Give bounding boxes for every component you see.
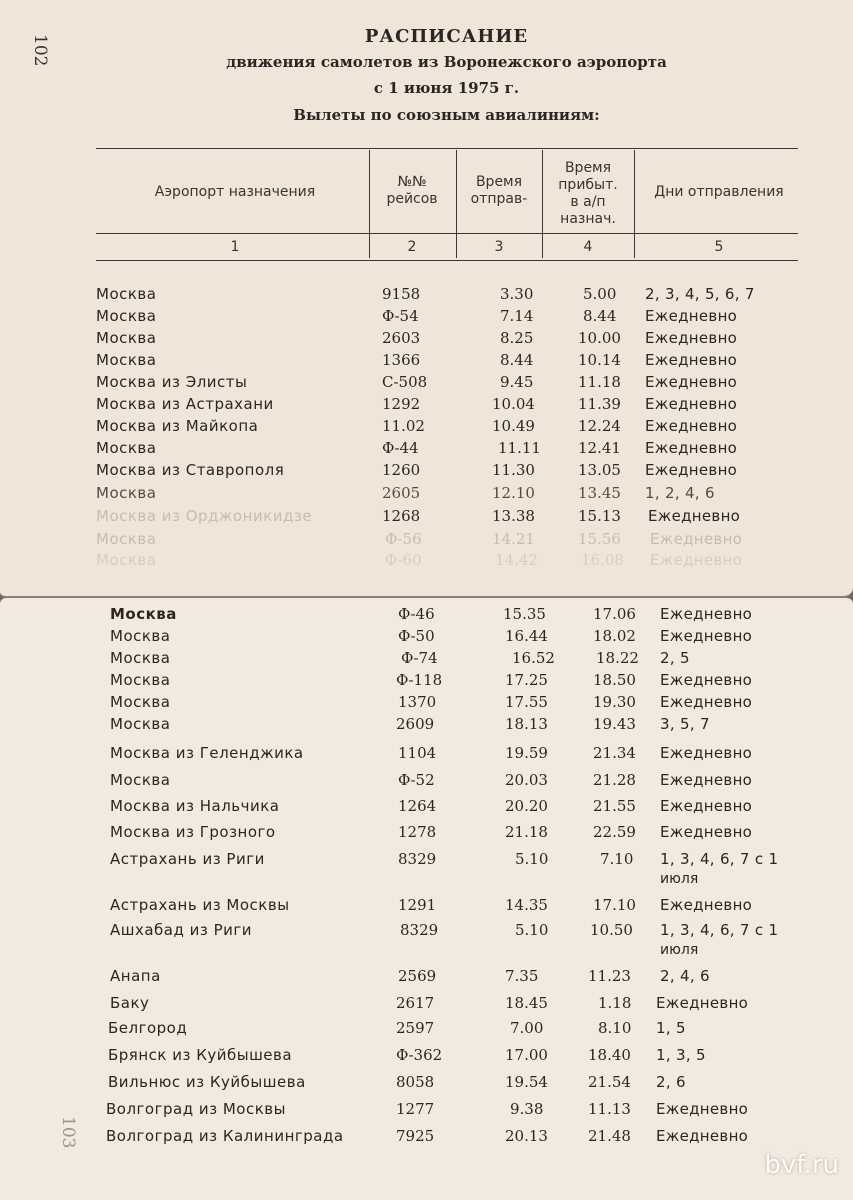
cell-flight: 8329	[400, 921, 439, 939]
cell-departure: 18.45	[505, 994, 548, 1012]
cell-destination: Москва	[110, 649, 171, 667]
cell-days: Ежедневно	[660, 797, 753, 815]
cell-destination: Москва из Нальчика	[110, 797, 280, 815]
table-row	[0, 671, 853, 693]
cell-flight: 2597	[396, 1019, 435, 1037]
cell-destination: Москва	[110, 771, 171, 789]
cell-flight: 8329	[398, 850, 437, 868]
cell-arrival: 18.40	[588, 1046, 631, 1064]
cell-destination: Волгоград из Москвы	[106, 1100, 286, 1118]
cell-arrival: 19.43	[593, 715, 636, 733]
cell-flight: 2603	[382, 329, 421, 347]
cell-departure: 17.55	[505, 693, 548, 711]
cell-flight: 1104	[398, 744, 437, 762]
table-row	[0, 329, 853, 351]
cell-destination: Москва из Геленджика	[110, 744, 304, 762]
cell-days: Ежедневно	[645, 439, 738, 457]
table-row	[0, 921, 853, 965]
cell-flight: Ф-54	[382, 307, 419, 325]
cell-flight: 1366	[382, 351, 421, 369]
cell-arrival: 18.50	[593, 671, 636, 689]
table-row	[0, 744, 853, 766]
schedule-title: РАСПИСАНИЕ	[364, 26, 529, 47]
cell-departure: 8.25	[500, 329, 534, 347]
cell-destination: Москва	[96, 329, 157, 347]
cell-days-continued: июля	[660, 871, 699, 887]
cell-departure: 9.45	[500, 373, 534, 391]
watermark: bvf.ru	[764, 1150, 839, 1180]
cell-days: Ежедневно	[645, 351, 738, 369]
page-number-bottom: 103	[58, 1116, 78, 1149]
col-departure-header-l2: отправ-	[470, 191, 528, 207]
cell-departure: 20.20	[505, 797, 548, 815]
cell-departure: 5.10	[515, 850, 549, 868]
cell-departure: 12.10	[492, 484, 535, 502]
cell-days: Ежедневно	[656, 1127, 749, 1145]
cell-destination: Волгоград из Калининграда	[106, 1127, 344, 1145]
table-row	[0, 1100, 853, 1122]
cell-days: Ежедневно	[645, 461, 738, 479]
table-row	[0, 351, 853, 373]
cell-days: 1, 2, 4, 6	[645, 484, 715, 502]
page-number-top: 102	[30, 34, 50, 67]
cell-days: Ежедневно	[650, 530, 743, 548]
cell-flight: Ф-46	[398, 605, 435, 623]
cell-arrival: 21.55	[593, 797, 636, 815]
cell-destination: Москва из Ставрополя	[96, 461, 285, 479]
schedule-date: с 1 июня 1975 г.	[373, 79, 520, 97]
cell-departure: 14.35	[505, 896, 548, 914]
cell-destination: Москва	[96, 439, 157, 457]
table-row	[0, 605, 853, 627]
cell-days: 2, 6	[656, 1073, 686, 1091]
cell-departure: 5.10	[515, 921, 549, 939]
cell-flight: 1268	[382, 507, 421, 525]
cell-flight: 11.02	[382, 417, 425, 435]
cell-destination: Москва	[96, 484, 157, 502]
schedule-subtitle: движения самолетов из Воронежского аэропорта	[226, 53, 667, 71]
cell-destination: Астрахань из Москвы	[110, 896, 290, 914]
cell-arrival: 11.39	[578, 395, 621, 413]
cell-departure: 19.54	[505, 1073, 548, 1091]
cell-arrival: 1.18	[598, 994, 632, 1012]
cell-destination: Москва	[110, 715, 171, 733]
cell-departure: 16.52	[512, 649, 555, 667]
cell-destination: Москва	[96, 530, 157, 548]
cell-days: Ежедневно	[660, 671, 753, 689]
table-row	[0, 439, 853, 461]
cell-departure: 15.35	[503, 605, 546, 623]
header-divider-4	[634, 150, 635, 258]
cell-arrival: 12.24	[578, 417, 621, 435]
cell-destination: Брянск из Куйбышева	[108, 1046, 293, 1064]
cell-flight: 1277	[396, 1100, 435, 1118]
col-number-2: 2	[407, 239, 417, 255]
table-row	[0, 373, 853, 395]
table-row	[0, 797, 853, 819]
cell-destination: Москва	[110, 605, 177, 623]
col-arrival-header	[545, 160, 631, 228]
cell-days: 2, 3, 4, 5, 6, 7	[645, 285, 755, 303]
cell-flight: С-508	[382, 373, 428, 391]
cell-days: Ежедневно	[645, 329, 738, 347]
cell-flight: 1264	[398, 797, 437, 815]
cell-days: 2, 4, 6	[660, 967, 710, 985]
cell-days: Ежедневно	[645, 307, 738, 325]
table-row	[0, 771, 853, 793]
cell-arrival: 21.48	[588, 1127, 631, 1145]
cell-destination: Ашхабад из Риги	[110, 921, 253, 939]
cell-departure: 14.21	[492, 530, 535, 548]
cell-departure: 10.49	[492, 417, 535, 435]
cell-arrival: 13.05	[578, 461, 621, 479]
table-row	[0, 1019, 853, 1041]
cell-destination: Москва из Элисты	[96, 373, 248, 391]
table-row	[0, 994, 853, 1016]
col-flight-header-l2: рейсов	[386, 191, 438, 207]
cell-flight: 2605	[382, 484, 421, 502]
header-top-rule	[96, 148, 798, 149]
cell-departure: 7.35	[505, 967, 539, 985]
header-divider-3	[542, 150, 543, 258]
cell-arrival: 10.50	[590, 921, 633, 939]
cell-departure: 3.30	[500, 285, 534, 303]
cell-arrival: 15.56	[578, 530, 621, 548]
cell-arrival: 11.23	[588, 967, 631, 985]
cell-days: Ежедневно	[660, 771, 753, 789]
col-number-1: 1	[230, 239, 240, 255]
cell-arrival: 10.14	[578, 351, 621, 369]
cell-arrival: 11.13	[588, 1100, 631, 1118]
cell-destination: Москва из Грозного	[110, 823, 276, 841]
cell-destination: Москва	[110, 693, 171, 711]
cell-destination: Анапа	[110, 967, 161, 985]
table-row	[0, 1127, 853, 1149]
table-row	[0, 507, 853, 529]
cell-days: Ежедневно	[660, 823, 753, 841]
cell-departure: 21.18	[505, 823, 548, 841]
cell-arrival: 18.22	[596, 649, 639, 667]
cell-days-continued: июля	[660, 942, 699, 958]
cell-flight: 2609	[396, 715, 435, 733]
cell-arrival: 21.34	[593, 744, 636, 762]
cell-departure: 14.42	[495, 551, 538, 569]
cell-destination: Москва из Орджоникидзе	[96, 507, 313, 525]
cell-days: Ежедневно	[660, 744, 753, 762]
col-arrival-header-l4: назнач.	[560, 211, 616, 227]
col-flight-header-l1: №№	[397, 174, 427, 190]
cell-flight: 7925	[396, 1127, 435, 1145]
table-row	[0, 285, 853, 307]
table-row	[0, 307, 853, 329]
cell-destination: Москва	[96, 351, 157, 369]
cell-arrival: 8.44	[583, 307, 617, 325]
cell-departure: 11.30	[492, 461, 535, 479]
cell-destination: Москва из Майкопа	[96, 417, 259, 435]
cell-days: Ежедневно	[645, 373, 738, 391]
cell-flight: 1370	[398, 693, 437, 711]
cell-flight: 8058	[396, 1073, 435, 1091]
col-number-5: 5	[714, 239, 724, 255]
cell-flight: Ф-118	[396, 671, 443, 689]
cell-arrival: 10.00	[578, 329, 621, 347]
col-flight-header	[372, 174, 452, 208]
cell-flight: 1292	[382, 395, 421, 413]
col-arrival-header-l2: прибыт.	[558, 177, 618, 193]
cell-flight: Ф-50	[398, 627, 435, 645]
cell-departure: 8.44	[500, 351, 534, 369]
cell-days: Ежедневно	[660, 693, 753, 711]
cell-arrival: 12.41	[578, 439, 621, 457]
cell-arrival: 17.06	[593, 605, 636, 623]
table-row	[0, 896, 853, 918]
cell-days: Ежедневно	[656, 994, 749, 1012]
cell-departure: 7.14	[500, 307, 534, 325]
cell-departure: 7.00	[510, 1019, 544, 1037]
table-row	[0, 850, 853, 894]
cell-days: Ежедневно	[660, 605, 753, 623]
cell-arrival: 16.08	[581, 551, 624, 569]
cell-flight: 1291	[398, 896, 437, 914]
cell-departure: 10.04	[492, 395, 535, 413]
col-departure-header-l1: Время	[475, 174, 523, 190]
cell-destination: Москва	[96, 307, 157, 325]
cell-destination: Москва	[96, 551, 157, 569]
cell-flight: Ф-52	[398, 771, 435, 789]
col-departure-header	[459, 174, 539, 208]
cell-arrival: 13.45	[578, 484, 621, 502]
cell-flight: Ф-362	[396, 1046, 443, 1064]
table-row	[0, 1073, 853, 1095]
table-row	[0, 967, 853, 989]
cell-flight: Ф-60	[385, 551, 422, 569]
header-mid-rule	[96, 233, 798, 234]
cell-destination: Вильнюс из Куйбышева	[108, 1073, 306, 1091]
cell-arrival: 15.13	[578, 507, 621, 525]
cell-destination: Белгород	[108, 1019, 188, 1037]
table-row	[0, 823, 853, 845]
cell-arrival: 21.28	[593, 771, 636, 789]
cell-departure: 18.13	[505, 715, 548, 733]
cell-arrival: 18.02	[593, 627, 636, 645]
col-number-4: 4	[583, 239, 593, 255]
cell-departure: 9.38	[510, 1100, 544, 1118]
cell-days: Ежедневно	[660, 627, 753, 645]
cell-flight: 2617	[396, 994, 435, 1012]
cell-days: Ежедневно	[645, 395, 738, 413]
table-row	[0, 627, 853, 649]
cell-arrival: 11.18	[578, 373, 621, 391]
cell-flight: Ф-74	[401, 649, 438, 667]
cell-departure: 20.03	[505, 771, 548, 789]
cell-destination: Баку	[110, 994, 150, 1012]
cell-flight: 9158	[382, 285, 421, 303]
cell-flight: 1278	[398, 823, 437, 841]
col-arrival-header-l3: в а/п	[570, 194, 606, 210]
cell-arrival: 8.10	[598, 1019, 632, 1037]
cell-destination: Москва	[110, 671, 171, 689]
cell-departure: 20.13	[505, 1127, 548, 1145]
cell-days: Ежедневно	[648, 507, 741, 525]
cell-days: Ежедневно	[650, 551, 743, 569]
cell-flight: Ф-44	[382, 439, 419, 457]
cell-days: Ежедневно	[656, 1100, 749, 1118]
cell-destination: Москва	[96, 285, 157, 303]
table-row	[0, 551, 853, 573]
cell-arrival: 22.59	[593, 823, 636, 841]
cell-days: Ежедневно	[645, 417, 738, 435]
table-row	[0, 484, 853, 506]
table-row	[0, 395, 853, 417]
cell-destination: Астрахань из Риги	[110, 850, 265, 868]
cell-arrival: 17.10	[593, 896, 636, 914]
table-row	[0, 715, 853, 737]
cell-arrival: 19.30	[593, 693, 636, 711]
col-days-header: Дни отправления	[654, 184, 784, 200]
section-heading: Вылеты по союзным авиалиниям:	[293, 106, 600, 124]
table-row	[0, 693, 853, 715]
cell-arrival: 5.00	[583, 285, 617, 303]
table-row	[0, 461, 853, 483]
cell-days: 1, 3, 4, 6, 7 с 1	[660, 921, 779, 939]
cell-departure: 11.11	[498, 439, 541, 457]
cell-days: 3, 5, 7	[660, 715, 710, 733]
cell-flight: Ф-56	[385, 530, 422, 548]
cell-days: 2, 5	[660, 649, 690, 667]
cell-departure: 17.00	[505, 1046, 548, 1064]
table-row	[0, 417, 853, 439]
header-divider-1	[369, 150, 370, 258]
col-arrival-header-l1: Время	[564, 160, 612, 176]
cell-flight: 1260	[382, 461, 421, 479]
cell-arrival: 21.54	[588, 1073, 631, 1091]
cell-days: Ежедневно	[660, 896, 753, 914]
cell-destination: Москва	[110, 627, 171, 645]
cell-departure: 16.44	[505, 627, 548, 645]
cell-arrival: 7.10	[600, 850, 634, 868]
table-row	[0, 530, 853, 552]
header-bottom-rule	[96, 260, 798, 261]
table-row	[0, 649, 853, 671]
table-row	[0, 1046, 853, 1068]
cell-destination: Москва из Астрахани	[96, 395, 274, 413]
col-number-3: 3	[494, 239, 504, 255]
cell-departure: 19.59	[505, 744, 548, 762]
cell-departure: 13.38	[492, 507, 535, 525]
cell-days: 1, 3, 4, 6, 7 с 1	[660, 850, 779, 868]
cell-days: 1, 3, 5	[656, 1046, 706, 1064]
col-destination-header: Аэропорт назначения	[154, 184, 316, 200]
header-divider-2	[456, 150, 457, 258]
cell-days: 1, 5	[656, 1019, 686, 1037]
cell-departure: 17.25	[505, 671, 548, 689]
cell-flight: 2569	[398, 967, 437, 985]
